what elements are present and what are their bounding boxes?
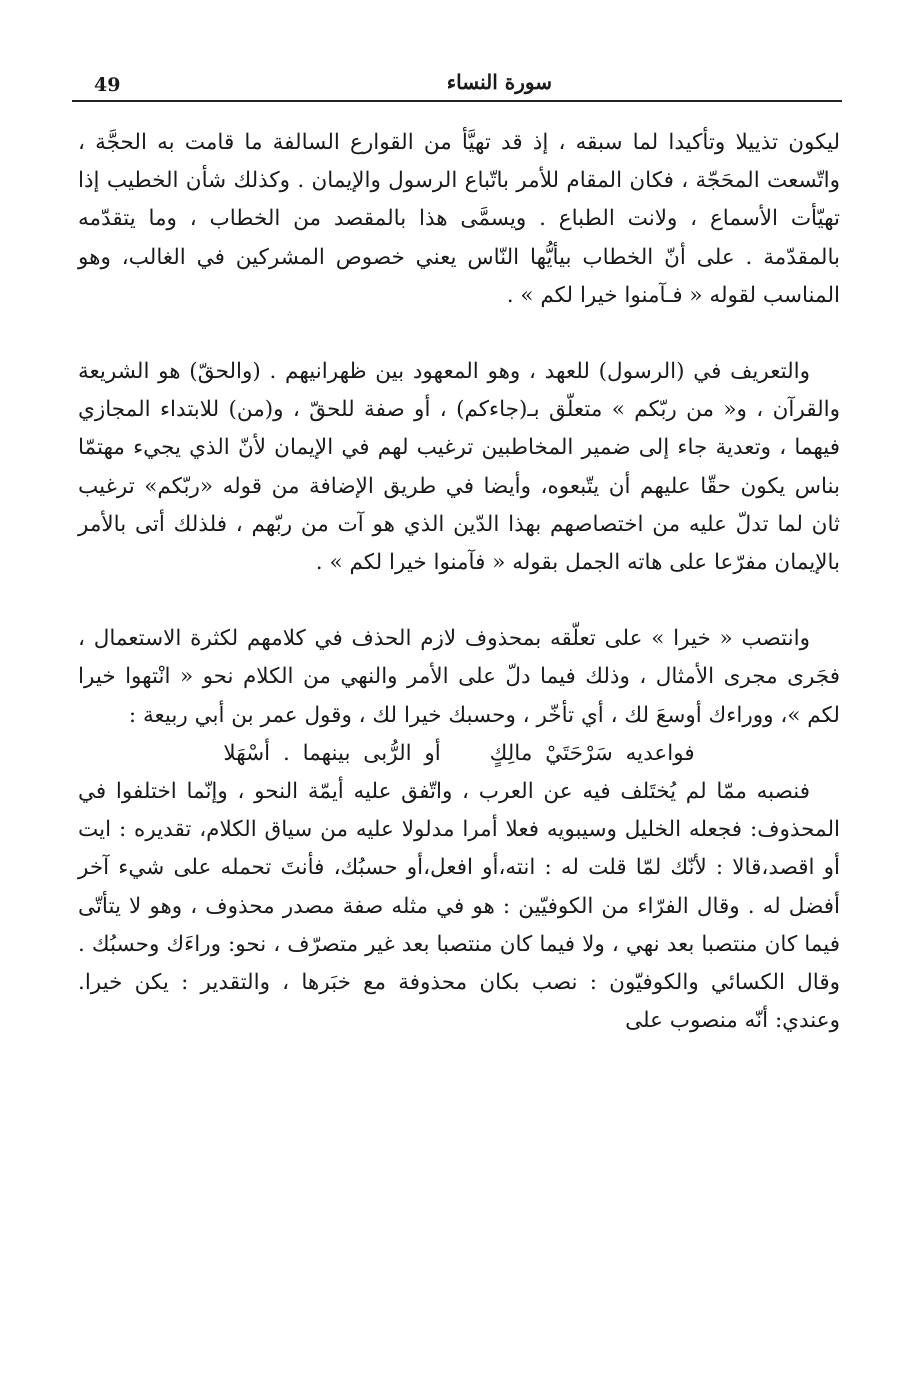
paragraph-2: والتعريف في (الرسول) للعهد ، وهو المعهود بين ظهرانيهم . (والحقّ) هو الشريعة والقرآن ، و« من ربّكم » متعلّق بـ(جاءكم) ، أو صفة للحقّ ، و(من) للابتداء المجازي فيهما ، وتعدية جاء إلى ضمير المخاطبين ترغيب لهم في الإيمان لأنّ الذي يجيء مهتمّا بناس يكون حقّا عليهم أن يتّبعوه، وأيضا في طريق الإضافة من قوله «ربّكم» ترغيب ثان لما تدلّ عليه من اختصاصهم بهذا الدّين الذي هو آت من ربّهم ، فلذلك أتى بالأمر بالإيمان مفرّعا على هاته الجمل بقوله « فآمنوا خيرا لكم » . <box>78 359 840 576</box>
paragraph-spacer <box>78 582 840 620</box>
paragraph-spacer <box>78 315 840 353</box>
body-text <box>78 124 840 1040</box>
paragraph-4: فنصبه ممّا لم يُختَلف فيه عن العرب ، واتّفق عليه أيمّة النحو ، وإنّما اختلفوا في المحذوف: فجعله الخليل وسيبويه فعلا أمرا مدلولا عليه من سياق الكلام، تقديره : ايت أو اقصد،قالا : لأنّك لمّا قلت له : انته،أو افعل،أو حسبُك، فأنتَ تحمله على شيء آخر أفضل له . وقال الفرّاء من الكوفيّين : هو في مثله صفة مصدر محذوف ، وهو لا يتأتّى فيما كان منتصبا بعد نهي ، ولا فيما كان منتصبا بعد غير متصرّف ، نحو: وراءَك وحسبُك . وقال الكسائي والكوفيّون : نصب بكان محذوفة مع خبَرها ، والتقدير : يكن خيرا. وعندي: أنّه منصوب على <box>78 779 840 1034</box>
paragraph-3: وانتصب « خيرا » على تعلّقه بمحذوف لازم الحذف في كلامهم لكثرة الاستعمال ، فجَرى مجرى الأمثال ، وذلك فيما دلّ على الأمر والنهي من الكلام نحو « انْتهوا خيرا لكم »، ووراءك أوسعَ لك ، أي تأخّر ، وحسبك خيرا لك ، وقول عمر بن أبي ربيعة : <box>78 626 840 728</box>
verse-second-hemistich: أو الرُّبى بينهما . أسْهَلا <box>223 740 441 766</box>
poetry-verse <box>78 735 840 773</box>
header-divider <box>72 100 842 102</box>
page-header <box>72 70 842 100</box>
paragraph-1: ليكون تذييلا وتأكيدا لما سبقه ، إذ قد تهيَّأ من القوارع السالفة ما قامت به الحجَّة ، واتّسعت المحَجّة ، فكان المقام للأمر باتّباع الرسول والإيمان . وكذلك شأن الخطيب إذا تهيّأت الأسماع ، ولانت الطباع . ويسمَّى هذا بالمقصد من الخطاب ، وما يتقدّمه بالمقدّمة . على أنّ الخطاب بيأيُّها النّاس يعني خصوص المشركين في الغالب، وهو المناسب لقوله « فـآمنوا خيرا لكم » . <box>78 130 840 308</box>
page-number: 49 <box>94 74 121 96</box>
running-title: سورة النساء <box>446 70 552 94</box>
verse-first-hemistich: فواعديه سَرْحَتَيْ مالِكٍ <box>489 740 695 766</box>
